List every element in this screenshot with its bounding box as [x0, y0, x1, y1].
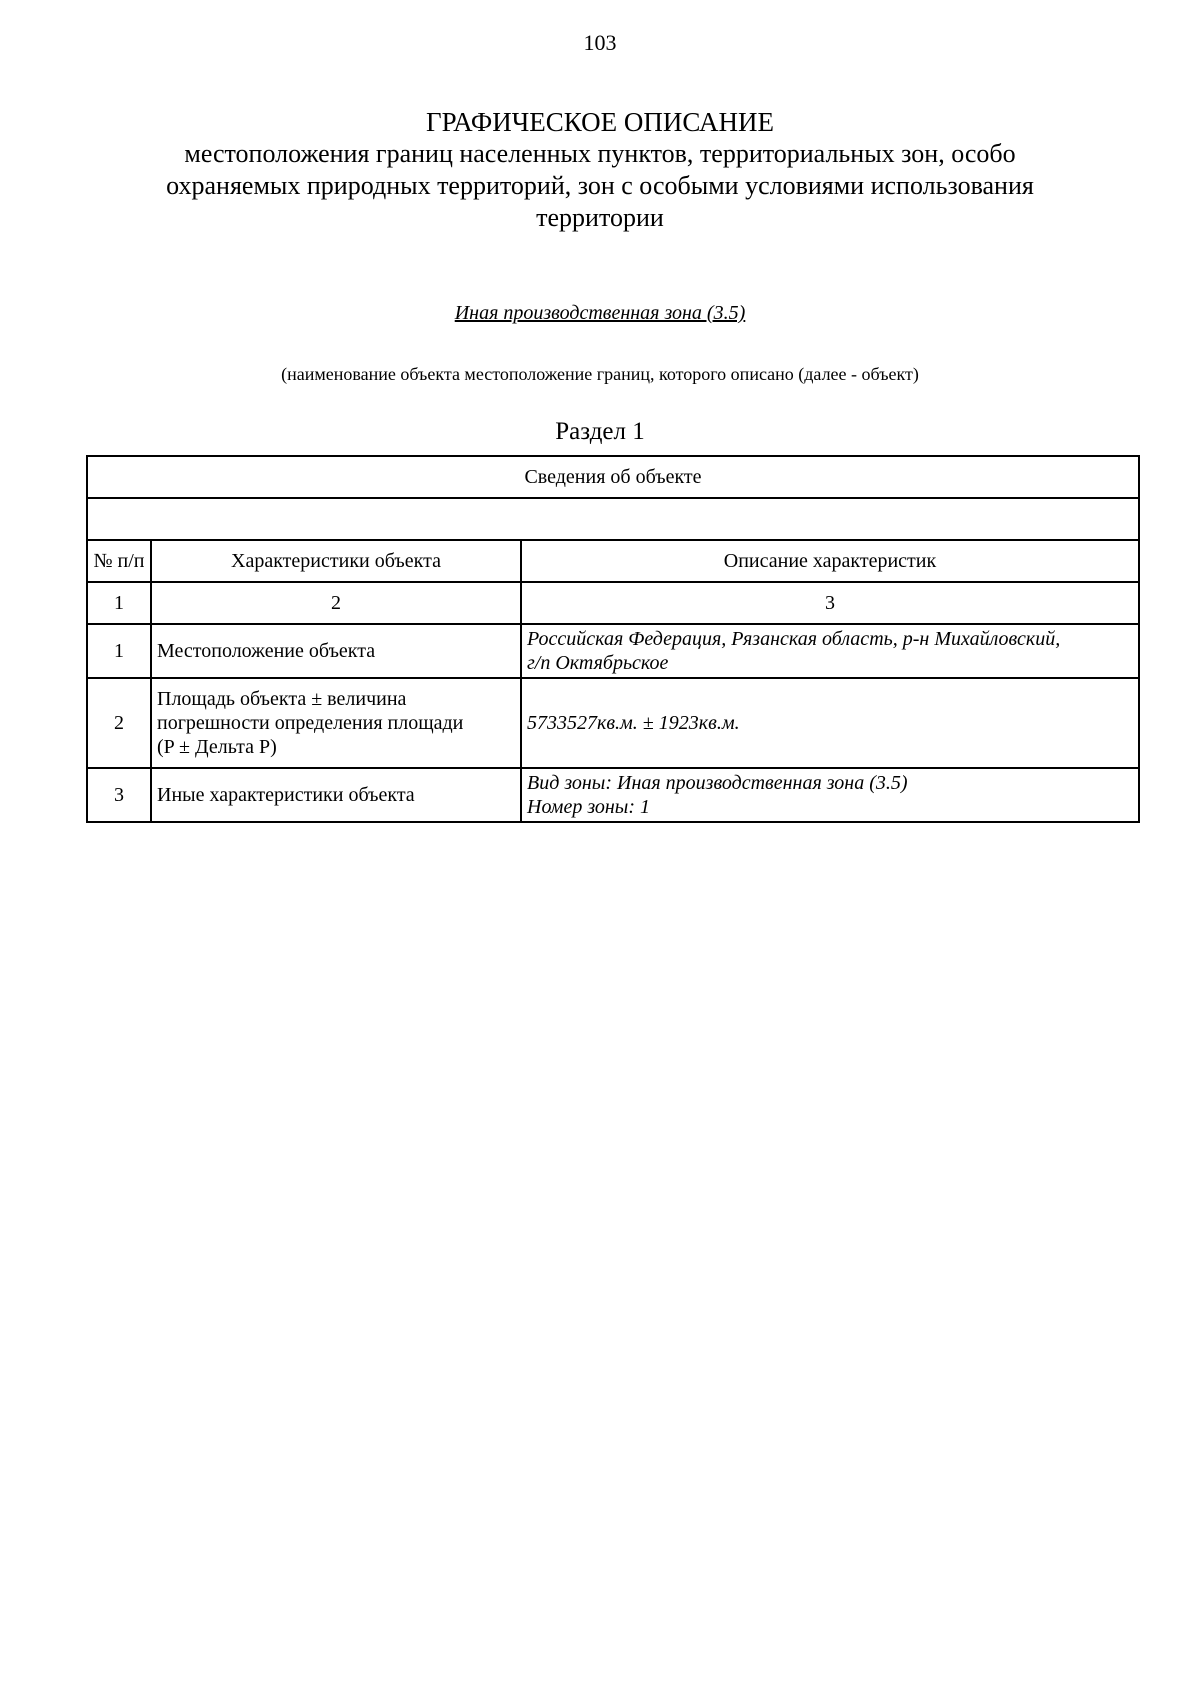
object-name: Иная производственная зона (3.5)	[454, 302, 746, 324]
characteristic-line: Иные характеристики объекта	[157, 784, 415, 806]
index-cell: 3	[521, 582, 1139, 624]
description-line: Российская Федерация, Рязанская область, р-н Михайловский,	[527, 628, 1061, 650]
description-line: 5733527кв.м. ± 1923кв.м.	[527, 712, 740, 734]
table-row	[87, 768, 1139, 822]
header-characteristic: Характеристики объекта	[151, 540, 521, 582]
row-number: 1	[87, 624, 151, 678]
row-number: 3	[87, 768, 151, 822]
description-line: Вид зоны: Иная производственная зона (3.5)	[527, 772, 908, 794]
row-description	[521, 768, 1139, 822]
index-cell: 2	[151, 582, 521, 624]
header-number: № п/п	[87, 540, 151, 582]
page-number: 103	[583, 30, 617, 55]
table-empty-cell	[87, 498, 1139, 540]
characteristic-line: Местоположение объекта	[157, 640, 376, 662]
title-main: ГРАФИЧЕСКОЕ ОПИСАНИЕ	[425, 107, 775, 137]
object-info-table	[86, 455, 1140, 823]
description-line: Номер зоны: 1	[527, 796, 650, 818]
table-row	[87, 678, 1139, 768]
row-description	[521, 624, 1139, 678]
object-caption: (наименование объекта местоположение границ, которого описано (далее - объект)	[281, 364, 919, 384]
title-sub-line: охраняемых природных территорий, зон с особыми условиями использования	[166, 171, 1034, 200]
characteristic-line: погрешности определения площади	[157, 712, 464, 734]
table-row	[87, 624, 1139, 678]
row-description	[521, 678, 1139, 768]
table-title: Сведения об объекте	[87, 456, 1139, 498]
characteristic-line: Площадь объекта ± величина	[157, 688, 407, 710]
characteristic-line: (P ± Дельта P)	[157, 736, 277, 758]
table-index-row	[87, 582, 1139, 624]
header-description: Описание характеристик	[521, 540, 1139, 582]
title-sub-line: территории	[536, 203, 664, 232]
row-characteristic	[151, 678, 521, 768]
description-line: г/п Октябрьское	[527, 652, 669, 674]
section-heading: Раздел 1	[555, 418, 645, 445]
table-header-row	[87, 540, 1139, 582]
index-cell: 1	[87, 582, 151, 624]
title-sub-line: местоположения границ населенных пунктов, территориальных зон, особо	[184, 139, 1016, 168]
table-empty-row	[87, 498, 1139, 540]
document-title	[120, 106, 1080, 234]
row-number: 2	[87, 678, 151, 768]
row-characteristic	[151, 768, 521, 822]
row-characteristic	[151, 624, 521, 678]
table-title-row	[87, 456, 1139, 498]
